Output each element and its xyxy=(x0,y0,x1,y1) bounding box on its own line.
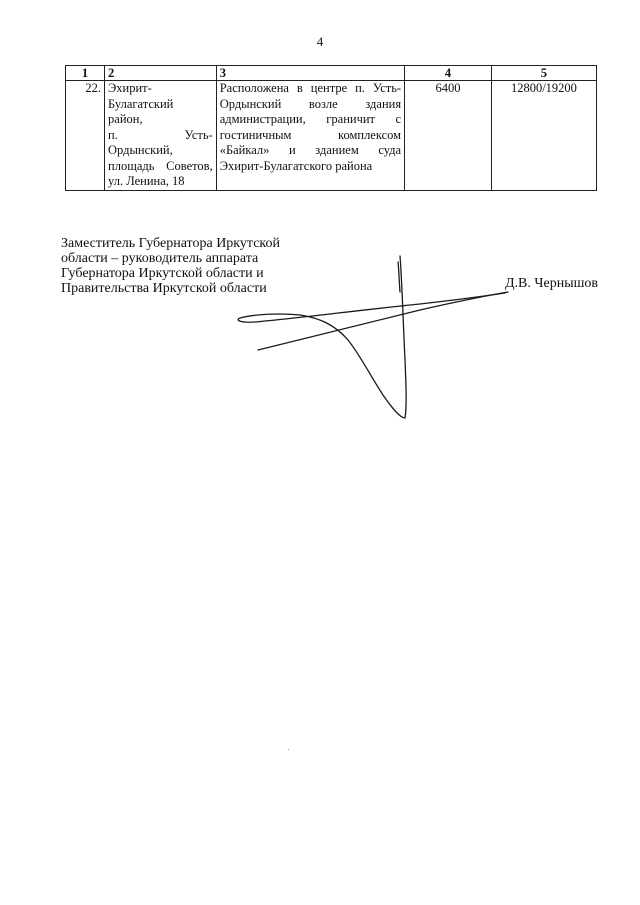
column-header-3: 3 xyxy=(216,66,404,81)
location-line: ул. Ленина, 18 xyxy=(108,174,185,188)
signature-title-line: Заместитель Губернатора Иркутской xyxy=(61,236,280,251)
column-header-2: 2 xyxy=(105,66,217,81)
location-line: Булагатский xyxy=(108,96,174,111)
scan-speck xyxy=(288,749,289,750)
column-header-1: 1 xyxy=(66,66,105,81)
description-line: Расположена в центре п. Усть- xyxy=(219,81,402,95)
location-line: п. Усть- xyxy=(108,127,213,142)
description-line: Эхирит-Булагатского района xyxy=(219,158,373,173)
area-cell: 6400 xyxy=(405,81,492,191)
page-number: 4 xyxy=(316,34,324,49)
location-line: площадь Советов, xyxy=(108,158,213,173)
signature-title-line: Правительства Иркутской области xyxy=(61,281,267,296)
description-line: Ордынский возле здания xyxy=(219,96,402,111)
location-line: Эхирит- xyxy=(108,81,152,95)
column-header-4: 4 xyxy=(405,66,492,81)
column-header-5: 5 xyxy=(491,66,596,81)
row-number-cell: 22. xyxy=(66,81,105,191)
description-line: «Байкал» и зданием суда xyxy=(219,143,402,157)
description-line: администрации, граничит с xyxy=(219,112,402,126)
signature-title-line: области – руководитель аппарата xyxy=(61,251,259,266)
location-line: Ордынский, xyxy=(108,143,173,157)
description-line: гостиничным комплексом xyxy=(219,127,402,142)
location-line: район, xyxy=(108,112,143,126)
signatory-name: Д.В. Чернышов xyxy=(505,276,598,291)
signature-title-line: Губернатора Иркутской области и xyxy=(61,266,264,281)
value-cell: 12800/19200 xyxy=(491,81,596,191)
